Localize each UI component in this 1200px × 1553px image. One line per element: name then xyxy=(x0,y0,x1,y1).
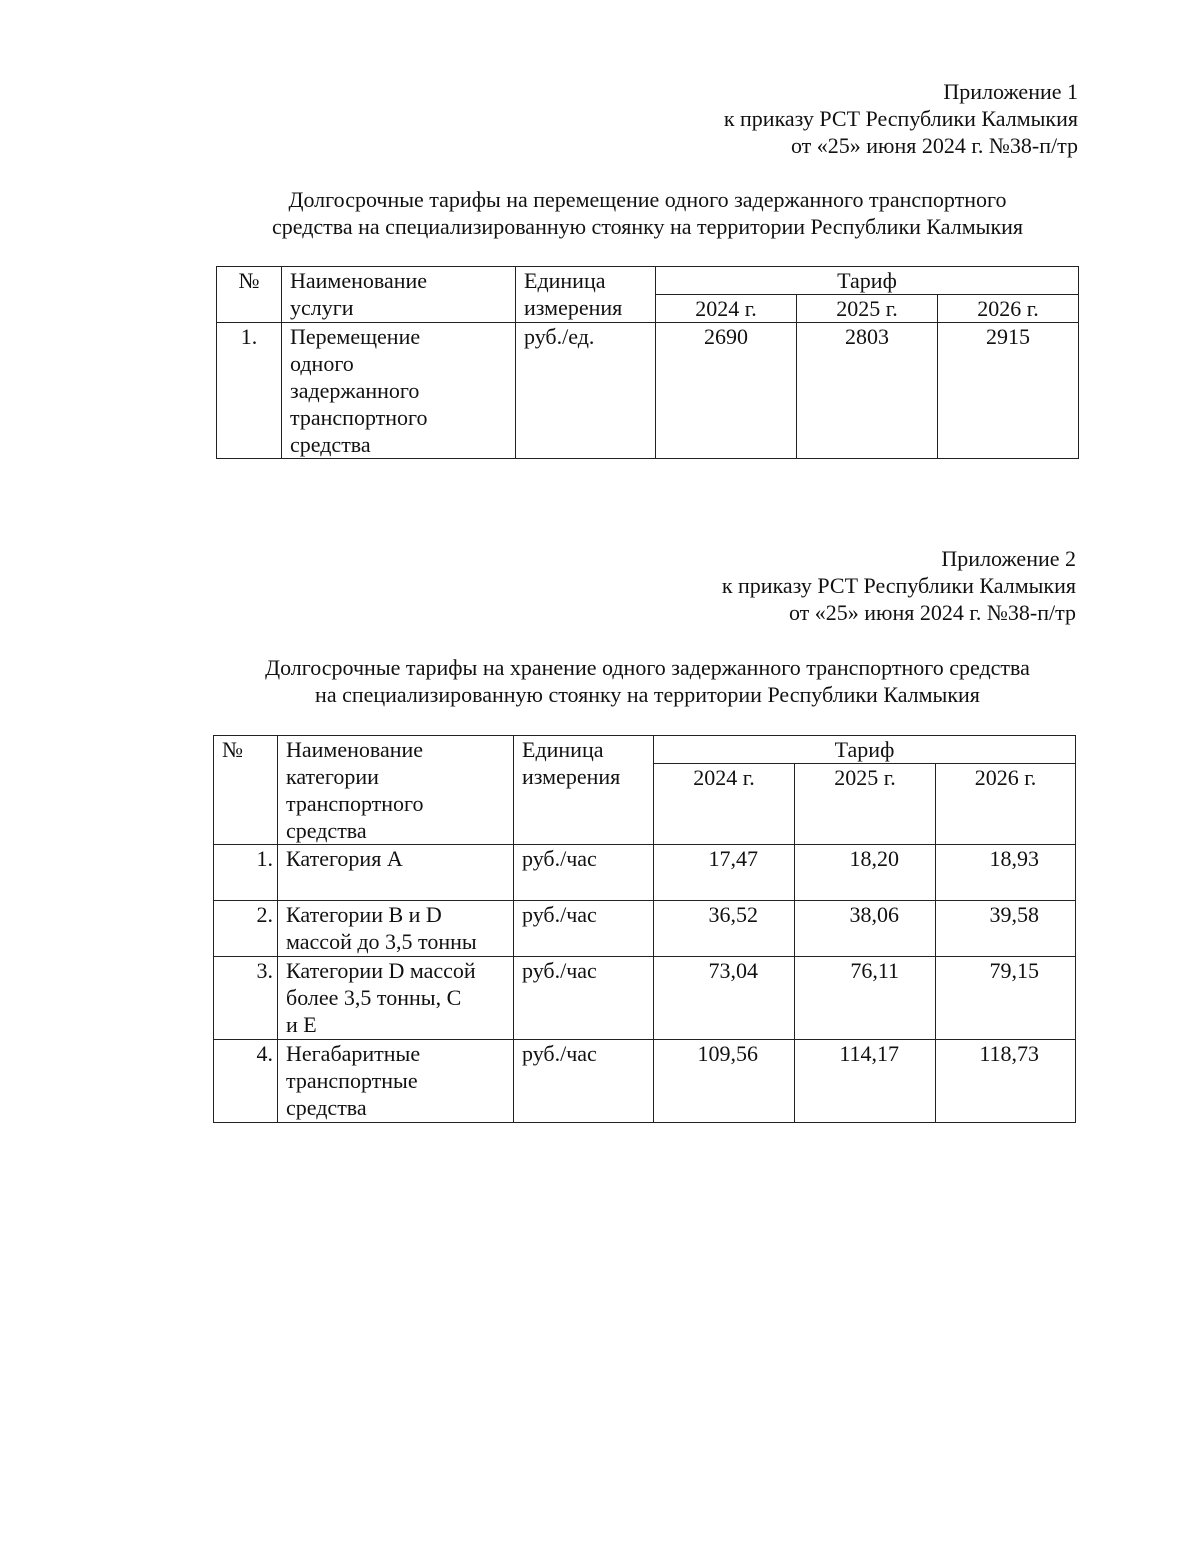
header-service-name: Наименование услуги xyxy=(282,267,516,323)
row-value-2025: 18,20 xyxy=(795,845,936,901)
table-row xyxy=(214,1040,1076,1123)
header-year-2024: 2024 г. xyxy=(654,764,795,845)
header-tariff: Тариф xyxy=(656,267,1079,295)
table-row xyxy=(214,957,1076,1040)
header-unit: Единица измерения xyxy=(514,736,654,845)
row-num: 4. xyxy=(214,1040,278,1123)
header-tariff: Тариф xyxy=(654,736,1076,764)
appendix-2-title: Приложение 2 xyxy=(941,546,1076,571)
table-header-row xyxy=(214,736,1076,764)
row-value-2025: 114,17 xyxy=(795,1040,936,1123)
row-value-2026: 79,15 xyxy=(936,957,1076,1040)
row-num: 1. xyxy=(214,845,278,901)
row-service-name: Перемещение одного задержанного транспортного средства xyxy=(282,323,516,459)
row-value-2025: 2803 xyxy=(797,323,938,459)
appendix-1-order-ref: к приказу РСТ Республики Калмыкия xyxy=(723,106,1078,131)
appendix-1-header xyxy=(724,78,1078,159)
header-num: № xyxy=(217,267,282,323)
table-header-row xyxy=(217,267,1079,295)
row-num: 3. xyxy=(214,957,278,1040)
table-2-title: Долгосрочные тарифы на хранение одного задержанного транспортного средства на специализированную стоянку на территории Республики Калмыкия xyxy=(265,655,1030,707)
table-row xyxy=(217,323,1079,459)
header-num: № xyxy=(214,736,278,845)
row-value-2025: 38,06 xyxy=(795,901,936,957)
header-unit: Единица измерения xyxy=(516,267,656,323)
row-value-2026: 118,73 xyxy=(936,1040,1076,1123)
header-category-name: Наименование категории транспортного средства xyxy=(278,736,514,845)
row-category-name: Категория А xyxy=(278,845,514,901)
header-year-2025: 2025 г. xyxy=(795,764,936,845)
row-num: 2. xyxy=(214,901,278,957)
appendix-1-title: Приложение 1 xyxy=(943,79,1078,104)
row-category-name: Категории В и D массой до 3,5 тонны xyxy=(278,901,514,957)
row-value-2026: 2915 xyxy=(938,323,1079,459)
table-row xyxy=(214,901,1076,957)
appendix-2-order-date: от «25» июня 2024 г. №38-п/тр xyxy=(788,600,1076,625)
table-row xyxy=(214,845,1076,901)
row-value-2024: 73,04 xyxy=(654,957,795,1040)
header-year-2026: 2026 г. xyxy=(936,764,1076,845)
header-year-2024: 2024 г. xyxy=(656,295,797,323)
row-value-2024: 109,56 xyxy=(654,1040,795,1123)
relocation-tariff-table xyxy=(216,266,1079,459)
appendix-2-order-ref: к приказу РСТ Республики Калмыкия xyxy=(721,573,1076,598)
row-value-2024: 2690 xyxy=(656,323,797,459)
table-1-title: Долгосрочные тарифы на перемещение одного задержанного транспортного средства на специализированную стоянку на территории Республики Калмыкия xyxy=(271,187,1024,239)
appendix-1-order-date: от «25» июня 2024 г. №38-п/тр xyxy=(790,133,1078,158)
row-num: 1. xyxy=(217,323,282,459)
row-value-2026: 18,93 xyxy=(936,845,1076,901)
row-value-2025: 76,11 xyxy=(795,957,936,1040)
header-year-2025: 2025 г. xyxy=(797,295,938,323)
row-category-name: Негабаритные транспортные средства xyxy=(278,1040,514,1123)
row-unit: руб./час xyxy=(514,957,654,1040)
header-year-2026: 2026 г. xyxy=(938,295,1079,323)
row-unit: руб./час xyxy=(514,901,654,957)
appendix-2-header xyxy=(722,545,1076,626)
row-category-name: Категории D массой более 3,5 тонны, С и Е xyxy=(278,957,514,1040)
row-unit: руб./час xyxy=(514,1040,654,1123)
row-unit: руб./ед. xyxy=(516,323,656,459)
row-value-2024: 17,47 xyxy=(654,845,795,901)
row-value-2024: 36,52 xyxy=(654,901,795,957)
row-unit: руб./час xyxy=(514,845,654,901)
row-value-2026: 39,58 xyxy=(936,901,1076,957)
storage-tariff-table xyxy=(213,735,1076,1123)
